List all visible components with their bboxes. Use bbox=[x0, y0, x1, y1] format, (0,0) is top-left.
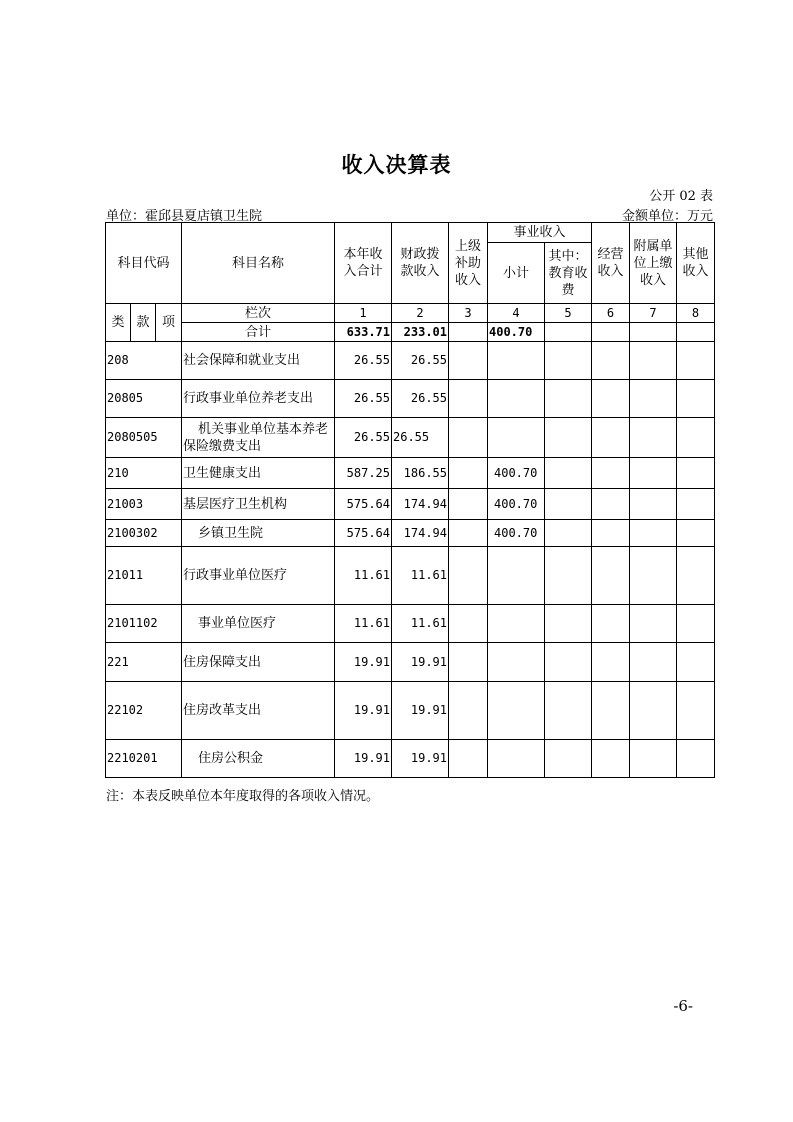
header-name: 科目名称 bbox=[182, 223, 335, 304]
total-superior bbox=[449, 323, 488, 342]
header-fiscal: 财政拨款收入 bbox=[392, 223, 449, 304]
header-subtotal: 小计 bbox=[488, 243, 545, 304]
table-row bbox=[106, 682, 715, 740]
form-number: 公开 02 表 bbox=[649, 189, 713, 204]
header-xiang: 项 bbox=[156, 304, 182, 342]
row-name: 行政事业单位医疗 bbox=[182, 547, 335, 605]
row-subtotal bbox=[488, 547, 545, 605]
row-total: 26.55 bbox=[335, 380, 392, 418]
row-total: 19.91 bbox=[335, 682, 392, 740]
row-fiscal: 11.61 bbox=[392, 547, 449, 605]
row-total: 575.64 bbox=[335, 489, 392, 520]
row-name: 社会保障和就业支出 bbox=[182, 342, 335, 380]
header-total: 本年收入合计 bbox=[335, 223, 392, 304]
header-row-1 bbox=[106, 223, 715, 243]
total-row bbox=[106, 323, 715, 342]
row-name: 卫生健康支出 bbox=[182, 458, 335, 489]
empty-cell bbox=[677, 323, 715, 342]
total-income: 633.71 bbox=[335, 323, 392, 342]
table-row bbox=[106, 547, 715, 605]
row-subtotal bbox=[488, 418, 545, 458]
table-row bbox=[106, 380, 715, 418]
row-fiscal: 186.55 bbox=[392, 458, 449, 489]
row-name: 行政事业单位养老支出 bbox=[182, 380, 335, 418]
page-number: -6- bbox=[673, 997, 693, 1015]
lanci-row bbox=[106, 304, 715, 323]
row-fiscal: 11.61 bbox=[392, 605, 449, 643]
row-code: 2101102 bbox=[106, 605, 182, 643]
row-code: 2080505 bbox=[106, 418, 182, 458]
row-code: 21003 bbox=[106, 489, 182, 520]
row-fiscal: 26.55 bbox=[392, 380, 449, 418]
row-name: 事业单位医疗 bbox=[182, 605, 335, 643]
row-fiscal: 26.55 bbox=[392, 418, 449, 458]
row-total: 11.61 bbox=[335, 547, 392, 605]
col-num: 4 bbox=[488, 304, 545, 323]
row-total: 587.25 bbox=[335, 458, 392, 489]
row-name: 基层医疗卫生机构 bbox=[182, 489, 335, 520]
table-row bbox=[106, 520, 715, 547]
footnote: 注：本表反映单位本年度取得的各项收入情况。 bbox=[106, 789, 380, 804]
total-label: 合计 bbox=[182, 323, 335, 342]
row-total: 11.61 bbox=[335, 605, 392, 643]
unit-label: 单位：霍邱县夏店镇卫生院 bbox=[106, 209, 263, 224]
header-code: 科目代码 bbox=[106, 223, 182, 304]
row-code: 21011 bbox=[106, 547, 182, 605]
row-fiscal: 19.91 bbox=[392, 682, 449, 740]
row-fiscal: 19.91 bbox=[392, 740, 449, 778]
row-fiscal: 174.94 bbox=[392, 520, 449, 547]
col-num: 1 bbox=[335, 304, 392, 323]
row-fiscal: 26.55 bbox=[392, 342, 449, 380]
row-subtotal bbox=[488, 342, 545, 380]
col-num: 8 bbox=[677, 304, 715, 323]
row-subtotal bbox=[488, 380, 545, 418]
row-name: 住房保障支出 bbox=[182, 643, 335, 682]
table-row bbox=[106, 643, 715, 682]
header-lei: 类 bbox=[106, 304, 131, 342]
empty-cell bbox=[630, 323, 677, 342]
row-subtotal: 400.70 bbox=[488, 520, 545, 547]
empty-cell bbox=[545, 323, 592, 342]
row-code: 20805 bbox=[106, 380, 182, 418]
header-operating: 经营收入 bbox=[592, 223, 630, 304]
header-other: 其他收入 bbox=[677, 223, 715, 304]
header-affiliate: 附属单位上缴收入 bbox=[630, 223, 677, 304]
lanci-label: 栏次 bbox=[182, 304, 335, 323]
total-fiscal: 233.01 bbox=[392, 323, 449, 342]
table-row bbox=[106, 605, 715, 643]
table-row bbox=[106, 342, 715, 380]
col-num: 5 bbox=[545, 304, 592, 323]
table-row bbox=[106, 740, 715, 778]
row-code: 2100302 bbox=[106, 520, 182, 547]
row-name: 住房改革支出 bbox=[182, 682, 335, 740]
row-fiscal: 19.91 bbox=[392, 643, 449, 682]
row-total: 575.64 bbox=[335, 520, 392, 547]
total-subtotal: 400.70 bbox=[488, 323, 545, 342]
row-subtotal bbox=[488, 682, 545, 740]
col-num: 6 bbox=[592, 304, 630, 323]
row-subtotal: 400.70 bbox=[488, 458, 545, 489]
table-row bbox=[106, 458, 715, 489]
row-code: 221 bbox=[106, 643, 182, 682]
row-code: 210 bbox=[106, 458, 182, 489]
money-unit-label: 金额单位：万元 bbox=[621, 209, 713, 224]
row-subtotal bbox=[488, 740, 545, 778]
row-code: 208 bbox=[106, 342, 182, 380]
row-total: 26.55 bbox=[335, 418, 392, 458]
header-kuan: 款 bbox=[131, 304, 156, 342]
row-subtotal bbox=[488, 643, 545, 682]
row-total: 26.55 bbox=[335, 342, 392, 380]
row-fiscal: 174.94 bbox=[392, 489, 449, 520]
row-name: 乡镇卫生院 bbox=[182, 520, 335, 547]
income-table bbox=[105, 222, 715, 778]
table-row bbox=[106, 489, 715, 520]
row-name: 机关事业单位基本养老保险缴费支出 bbox=[182, 418, 335, 458]
header-superior: 上级补助收入 bbox=[449, 223, 488, 304]
empty-cell bbox=[592, 323, 630, 342]
table-row bbox=[106, 418, 715, 458]
row-code: 2210201 bbox=[106, 740, 182, 778]
col-num: 2 bbox=[392, 304, 449, 323]
row-subtotal: 400.70 bbox=[488, 489, 545, 520]
row-total: 19.91 bbox=[335, 643, 392, 682]
row-subtotal bbox=[488, 605, 545, 643]
col-num: 7 bbox=[630, 304, 677, 323]
col-num: 3 bbox=[449, 304, 488, 323]
report-title: 收入决算表 bbox=[341, 153, 452, 177]
header-edu: 其中：教育收费 bbox=[545, 243, 592, 304]
header-business: 事业收入 bbox=[488, 223, 592, 243]
row-total: 19.91 bbox=[335, 740, 392, 778]
row-name: 住房公积金 bbox=[182, 740, 335, 778]
row-code: 22102 bbox=[106, 682, 182, 740]
